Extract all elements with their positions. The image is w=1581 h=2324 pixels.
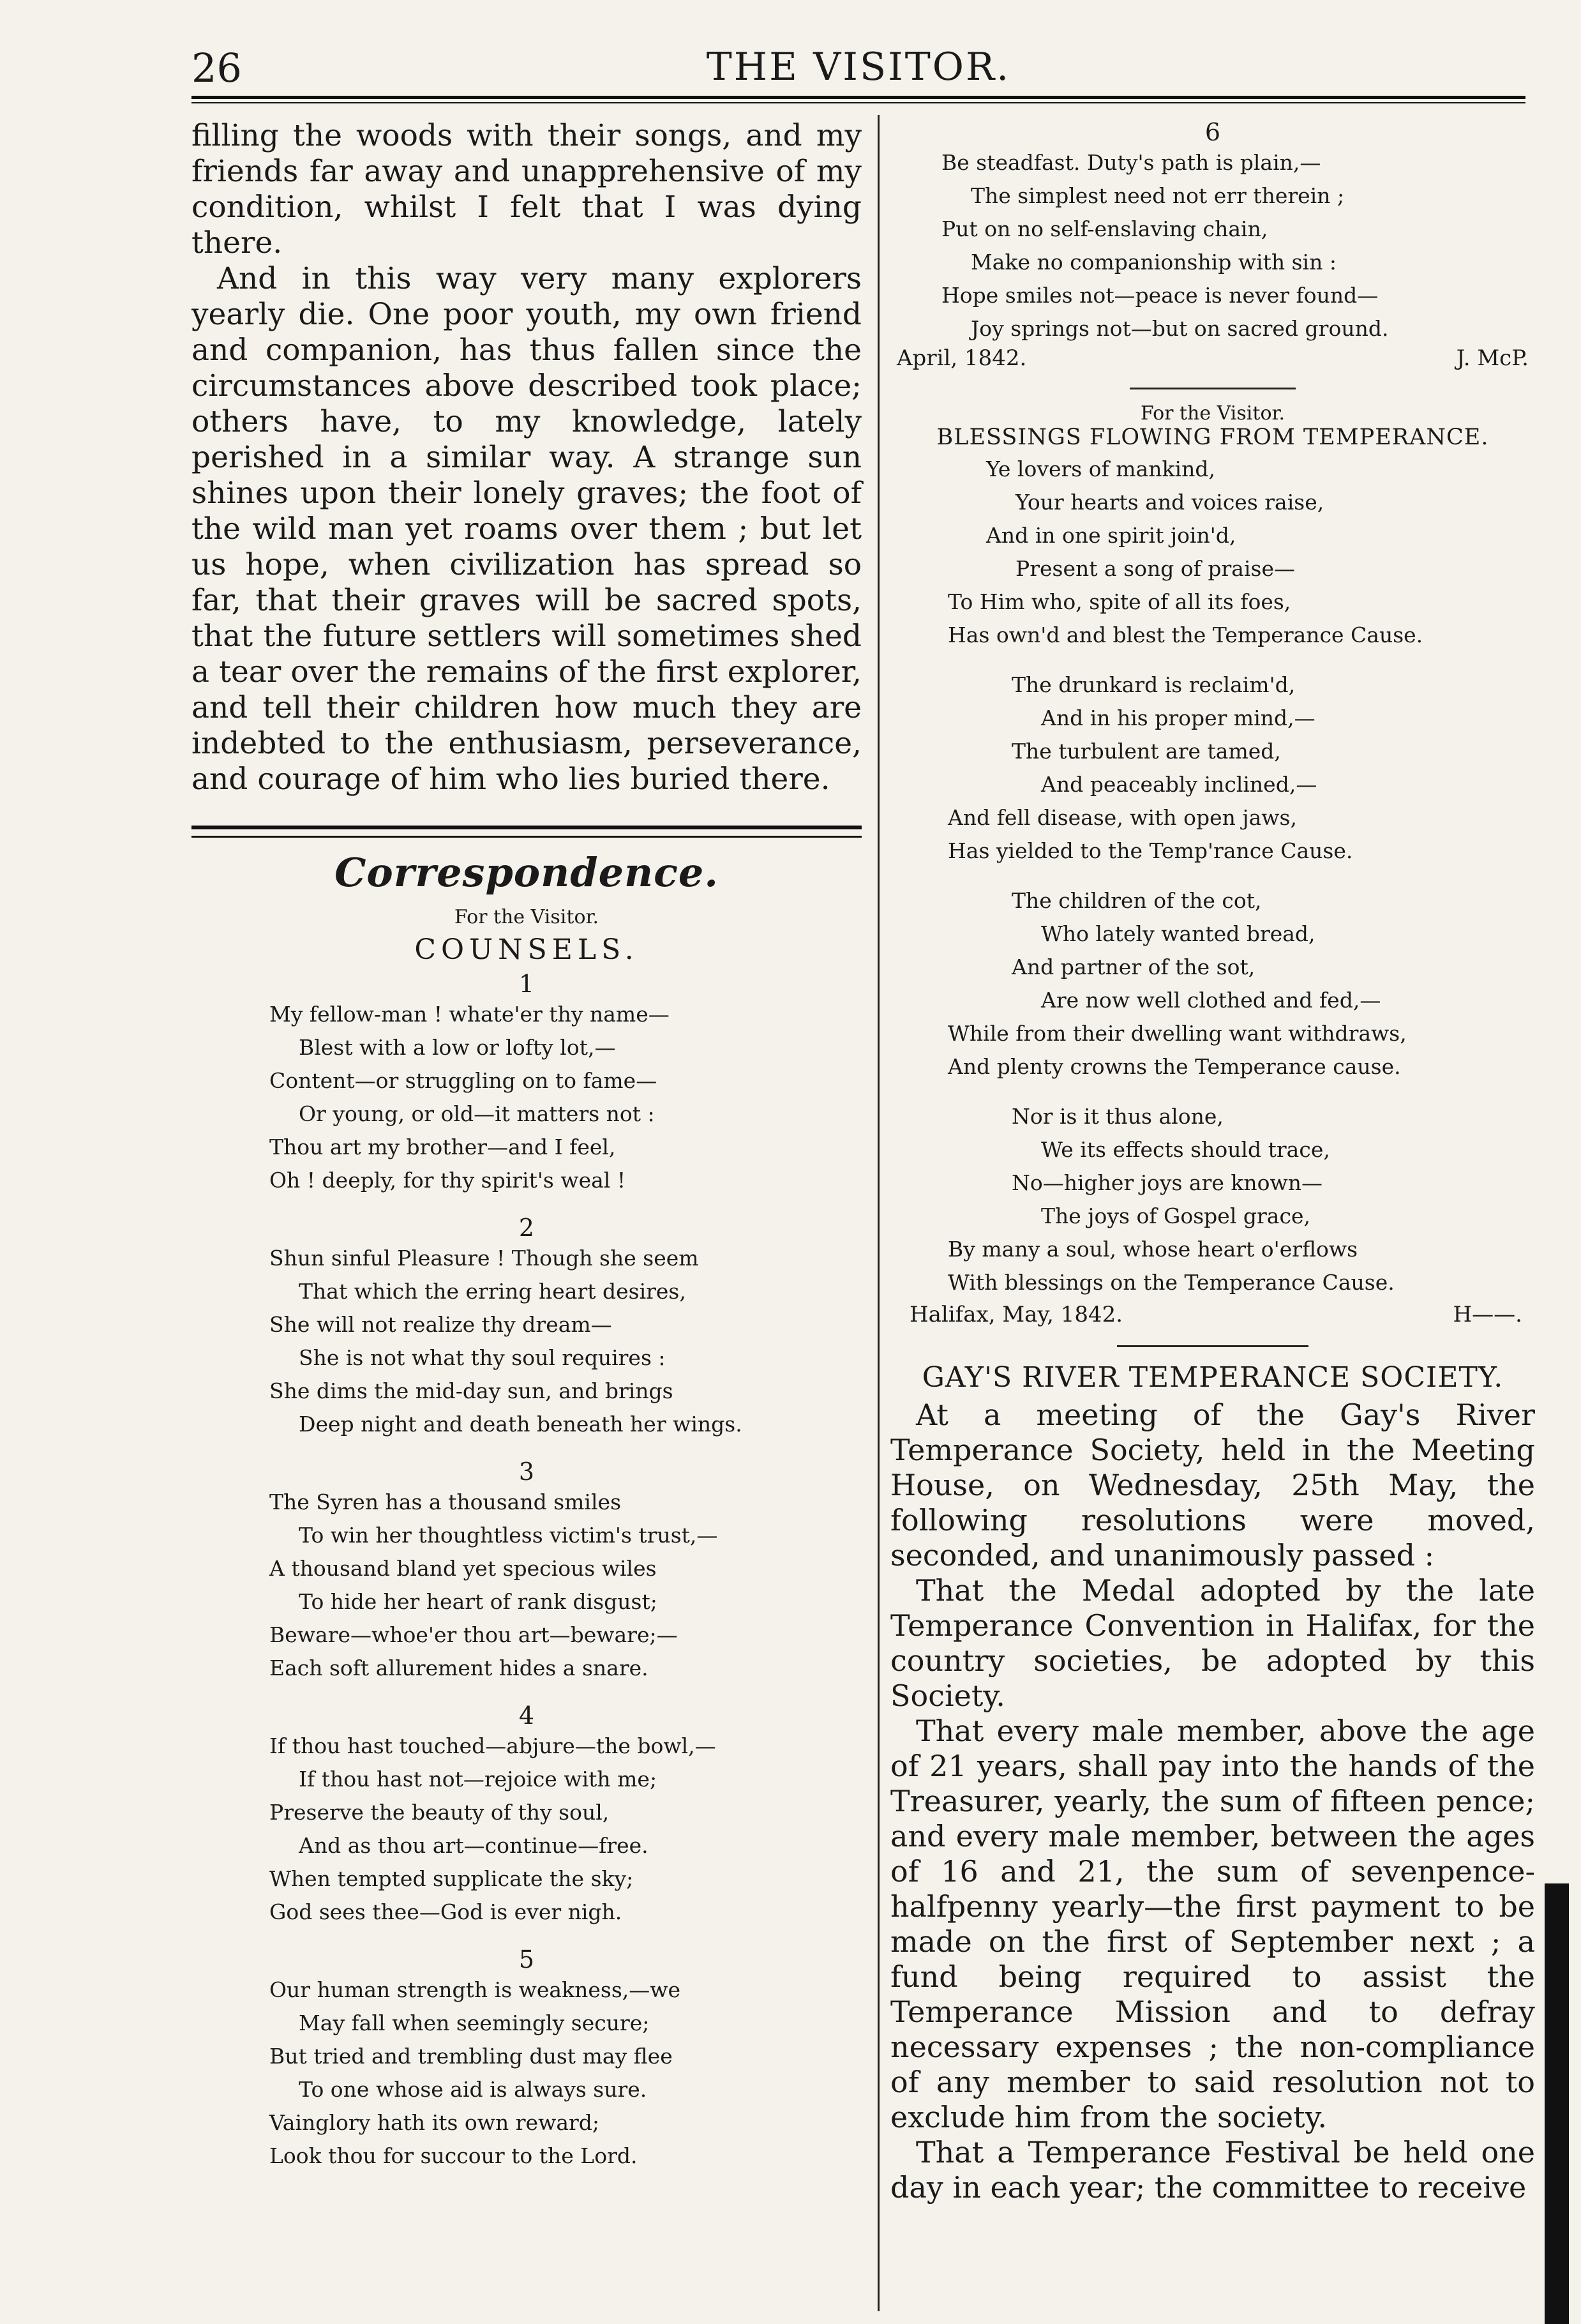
stanza-number: 6 [1204,118,1221,146]
poem-line: The drunkard is reclaim'd, [1012,672,1296,697]
column-divider [878,115,880,2311]
poem-line: Content—or struggling on to fame— [269,1068,657,1093]
stanza-number: 4 [518,1701,535,1730]
essay-paragraph: And in this way very many explorers yearly die. One poor youth, my own friend and companion, has thus fallen since the circumstances above described took place; others have, to my knowledge, lately perished in a similar way. A strange sun shines upon their lonely graves; the foot of the wild man yet roams over them ; but let us hope, when civilization has spread so far, that their graves will be sacred spots, that the future settlers will sometimes shed a tear over the remains of the first explorer, and tell their children how much they are indebted to the enthusiasm, perseverance, and courage of him who lies buried there. [191,261,862,797]
poem-line: God sees thee—God is ever nigh. [269,1899,622,1924]
poem-stanza [948,453,1535,652]
page-edge-shadow [1545,1883,1569,2324]
poem-line: And in one spirit join'd, [986,523,1236,548]
poem-stanza [948,668,1535,868]
poem-stanza [269,1945,862,2173]
stanza-number: 2 [518,1214,535,1242]
left-column [191,118,862,2189]
page-header [191,45,1525,96]
poem-line: Make no companionship with sin : [971,250,1337,275]
poem-line: Blest with a low or lofty lot,— [299,1035,616,1060]
poem-line: Joy springs not—but on sacred ground. [971,316,1389,341]
stanza-number: 3 [518,1458,535,1486]
for-the-visitor-line: For the Visitor. [454,906,599,928]
poem-line: May fall when seemingly secure; [299,2011,650,2035]
poem-line: Are now well clothed and fed,— [1041,988,1381,1013]
poem-line: We its effects should trace, [1041,1137,1330,1162]
poem-title: BLESSINGS FLOWING FROM TEMPERANCE. [936,425,1489,450]
poem-line: While from their dwelling want withdraws, [948,1021,1407,1046]
poem-line: Present a song of praise— [1015,556,1295,581]
poem-line: Has own'd and blest the Temperance Cause. [948,622,1423,647]
poem-line: The Syren has a thousand smiles [269,1490,622,1514]
poem-line: Nor is it thus alone, [1012,1104,1224,1129]
correspondence-heading: Correspondence. [334,849,719,896]
report-paragraph: That the Medal adopted by the late Temperance Convention in Halifax, for the country societies, be adopted by this Society. [890,1573,1535,1713]
poem-title: COUNSELS. [414,933,639,966]
poem-line: Or young, or old—it matters not : [299,1101,655,1126]
poem-line: Be steadfast. Duty's path is plain,— [941,150,1321,175]
poem-stanza [269,1458,862,1685]
poem-line: The simplest need not err therein ; [971,183,1345,208]
poem-line: Shun sinful Pleasure ! Though she seem [269,1246,699,1271]
poem-signature: H——. [1453,1302,1522,1327]
poem-line: My fellow-man ! whate'er thy name— [269,1002,670,1027]
poem-line: Deep night and death beneath her wings. [299,1412,742,1437]
poem-line: She dims the mid-day sun, and brings [269,1378,673,1403]
poem-line: That which the erring heart desires, [299,1279,686,1304]
poem-stanza [269,970,862,1197]
society-report [890,1398,1535,2205]
poem-signoff [890,1302,1535,1327]
poem-line: Has yielded to the Temp'rance Cause. [948,838,1353,863]
poem-line: Vainglory hath its own reward; [269,2110,600,2135]
section-rule [191,826,862,838]
poem-line: Who lately wanted bread, [1041,921,1315,946]
essay-ending [191,118,862,797]
poem-line: By many a soul, whose heart o'erflows [948,1237,1358,1262]
poem-line: She is not what thy soul requires : [299,1345,666,1370]
society-heading: GAY'S RIVER TEMPERANCE SOCIETY. [922,1361,1504,1394]
poem-line: The children of the cot, [1012,888,1262,913]
header-rule [191,96,1525,103]
poem-line: When tempted supplicate the sky; [269,1866,634,1891]
blessings-poem [890,453,1535,1299]
for-the-visitor-line: For the Visitor. [1140,402,1285,425]
page-title: THE VISITOR. [706,45,1011,89]
poem-line: Our human strength is weakness,—we [269,1977,681,2002]
report-paragraph: That every male member, above the age of 21 years, shall pay into the hands of the Treasurer, yearly, the sum of fifteen pence; and every male member, between the ages of 16 and 21, the sum of sevenpence-halfpenny yearly—the first payment to be made on the first of September next ; a fund being required to assist the Temperance Mission and to defray necessary expenses ; the non-compliance of any member to said resolution not to exclude him from the society. [890,1714,1535,2134]
poem-signature: J. McP. [1456,345,1529,371]
poem-stanza [948,1100,1535,1299]
poem-line: Look thou for succour to the Lord. [269,2143,638,2168]
stanza-number: 1 [518,970,535,998]
poem-line: With blessings on the Temperance Cause. [948,1270,1395,1295]
poem-stanza [269,1214,862,1441]
poem-signoff [890,345,1535,371]
poem-line: Your hearts and voices raise, [1015,490,1324,515]
poem-line: And plenty crowns the Temperance cause. [948,1054,1401,1079]
poem-line: Beware—whoe'er thou art—beware;— [269,1622,678,1647]
poem-line: And as thou art—continue—free. [299,1833,648,1858]
essay-paragraph: filling the woods with their songs, and my friends far away and unapprehensive of my condition, whilst I felt that I was dying there. [191,118,862,260]
poem-line: No—higher joys are known— [1012,1170,1322,1195]
poem-line: And partner of the sot, [1012,954,1255,979]
stanza-number: 5 [518,1945,535,1973]
poem-stanza [948,884,1535,1083]
poem-line: Oh ! deeply, for thy spirit's weal ! [269,1168,626,1193]
poem-line: Thou art my brother—and I feel, [269,1135,616,1159]
poem-line: But tried and trembling dust may flee [269,2044,673,2069]
poem-line: To Him who, spite of all its foes, [948,589,1291,614]
poem-line: And in his proper mind,— [1041,706,1315,730]
poem-date: Halifax, May, 1842. [910,1302,1123,1327]
report-paragraph: At a meeting of the Gay's River Temperance Society, held in the Meeting House, on Wednesday, 25th May, the following resolutions were moved, seconded, and unanimously passed : [890,1398,1535,1573]
page-number: 26 [191,45,242,91]
poem-date: April, 1842. [897,345,1027,371]
poem-line: Ye lovers of mankind, [986,456,1215,481]
poem-line: To one whose aid is always sure. [299,2077,647,2102]
counsels-poem-continued [890,146,1535,345]
poem-line: A thousand bland yet specious wiles [269,1556,657,1581]
poem-line: And peaceably inclined,— [1041,772,1317,797]
poem-line: The joys of Gospel grace, [1041,1204,1310,1228]
poem-line: Each soft allurement hides a snare. [269,1656,648,1680]
poem-line: The turbulent are tamed, [1012,739,1281,764]
poem-line: Hope smiles not—peace is never found— [941,283,1379,308]
counsels-poem [191,970,862,2173]
poem-line: Preserve the beauty of thy soul, [269,1800,610,1825]
poem-line: If thou hast touched—abjure—the bowl,— [269,1733,716,1758]
poem-line: Put on no self-enslaving chain, [941,216,1268,241]
poem-line: To hide her heart of rank disgust; [299,1589,657,1614]
poem-line: She will not realize thy dream— [269,1312,612,1337]
poem-line: To win her thoughtless victim's trust,— [299,1523,718,1548]
report-paragraph: That a Temperance Festival be held one day in each year; the committee to receive [890,2135,1535,2205]
poem-stanza [269,1701,862,1929]
right-column [890,118,1535,2205]
poem-line: If thou hast not—rejoice with me; [299,1767,657,1792]
poem-line: And fell disease, with open jaws, [948,805,1297,830]
